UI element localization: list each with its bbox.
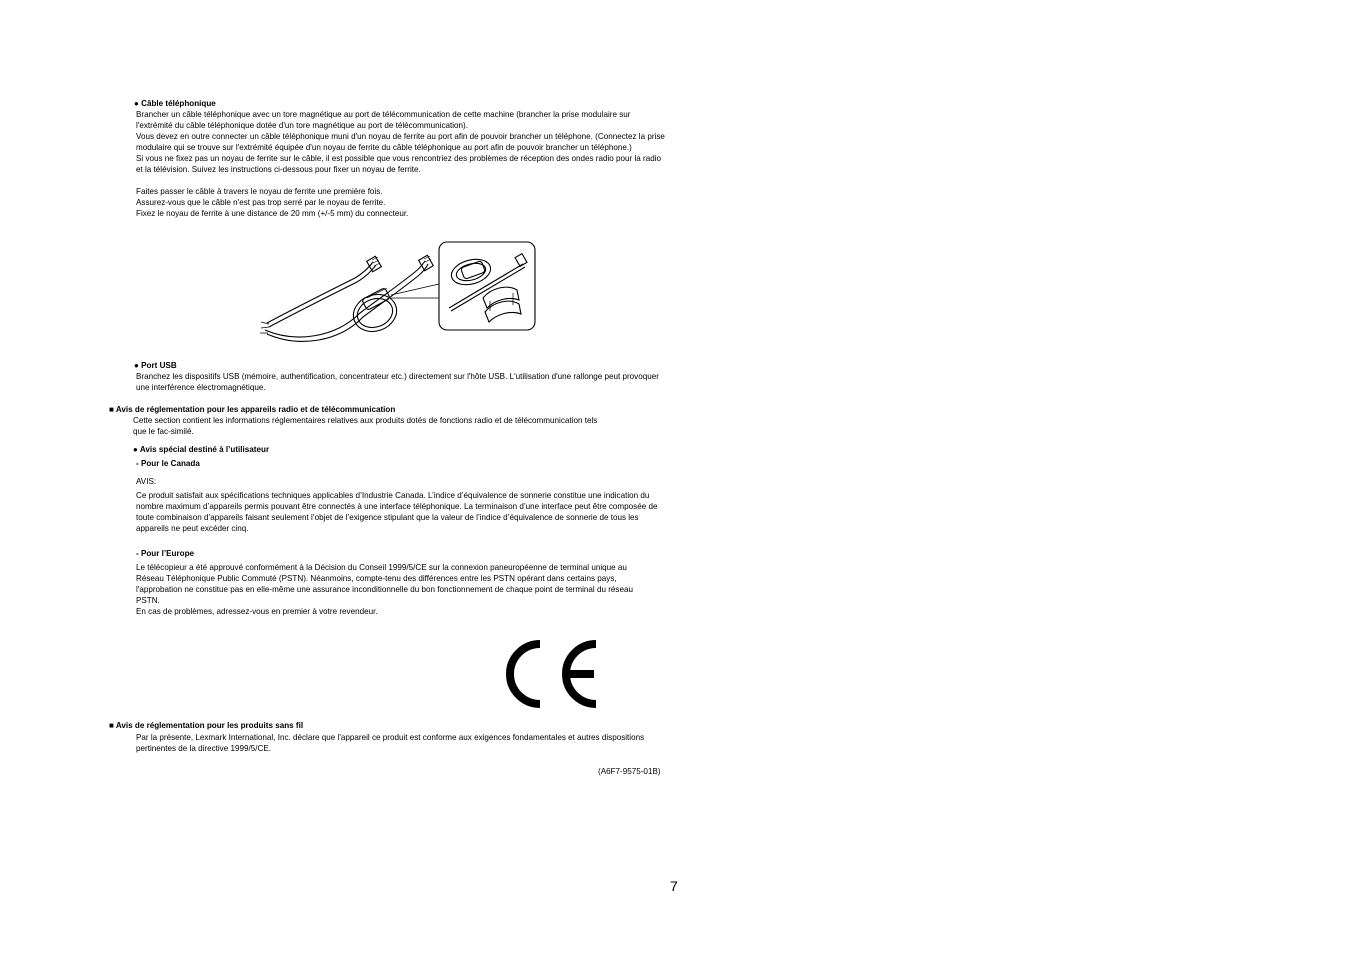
cable-step-3: Fixez le noyau de ferrite à une distance de 20 mm (+/-5 mm) du connecteur. (136, 209, 409, 218)
special-notice-heading: ● Avis spécial destiné à l’utilisateur (133, 445, 270, 454)
page-number: 7 (670, 878, 678, 894)
cable-step-1: Faites passer le câble à travers le noyau de ferrite une première fois. (136, 187, 383, 196)
document-code: (A6F7-9575-01B) (598, 767, 661, 776)
cable-paragraph-3: Si vous ne fixez pas un noyau de ferrite sur le câble, il est possible que vous rencontriez des problèmes de réception des ondes radio pour la radio et la télévision. Suivez les instructions ci-dessous pour fixer un noyau de ferrite. (136, 154, 662, 174)
radio-text: Cette section contient les informations réglementaires relatives aux produits dotés de fonctions radio et de télécommunication tels que le fac-similé. (133, 416, 598, 436)
usb-heading: ● Port USB (134, 361, 177, 370)
cable-section (136, 109, 666, 219)
europe-heading: - Pour l’Europe (136, 549, 195, 558)
europe-text-2: En cas de problèmes, adressez-vous en premier à votre revendeur. (136, 607, 378, 616)
canada-text: Ce produit satisfait aux spécifications techniques applicables d’Industrie Canada. L’indice d’équivalence de sonnerie constitue une indication du nombre maximum d’appareils permis pouvant être connectés à une interface téléphonique. La terminaison d’une interface peut être composée de toute combinaison d’appareils faisant seulement l’objet de l’exigence stipulant que la valeur de l’indice d’équivalence de sonnerie de tous les appareils ne peut excéder cinq. (136, 491, 658, 533)
cable-paragraph-2: Vous devez en outre connecter un câble téléphonique muni d'un noyau de ferrite au port afin de pouvoir brancher un téléphone. (Connectez la prise modulaire qui se trouve sur l'extrémité équipée d'un noyau de ferrite du câble téléphonique au port afin de pouvoir brancher un téléphone.) (136, 132, 665, 152)
radio-heading: ■ Avis de réglementation pour les appareils radio et de télécommunication (109, 405, 396, 414)
ce-mark (500, 636, 604, 712)
ferrite-core-illustration (255, 238, 540, 348)
cable-paragraph-1: Brancher un câble téléphonique avec un tore magnétique au port de télécommunication de cette machine (brancher la prise modulaire sur l'extrémité du câble téléphonique dotée d'un tore magnétique au port de télécommunication). (136, 110, 631, 130)
wireless-text: Par la présente, Lexmark International, Inc. déclare que l'appareil ce produit est conforme aux exigences fondamentales et autres dispositions pertinentes de la directive 1999/5/CE. (136, 733, 645, 753)
europe-text: Le télécopieur a été approuvé conformément à la Décision du Conseil 1999/5/CE sur la connexion paneuropéenne de terminal unique au Réseau Téléphonique Public Commuté (PSTN). Néanmoins, compte-tenu des différences entre les PSTN opérant dans certains pays, l'approbation ne constitue pas en elle-même une assurance inconditionnelle du bon fonctionnement de chaque point de terminal du réseau PSTN. (136, 563, 633, 605)
canada-heading: - Pour le Canada (136, 459, 200, 468)
wireless-heading: ■ Avis de réglementation pour les produits sans fil (109, 721, 304, 730)
cable-heading: ● Câble téléphonique (134, 99, 216, 108)
avis-label: AVIS: (136, 477, 157, 486)
usb-text: Branchez les dispositifs USB (mémoire, authentification, concentrateur etc.) directement sur l'hôte USB. L'utilisation d'une rallonge peut provoquer une interférence électromagnétique. (136, 372, 659, 392)
europe-section (136, 562, 656, 617)
cable-step-2: Assurez-vous que le câble n'est pas trop serré par le noyau de ferrite. (136, 198, 386, 207)
